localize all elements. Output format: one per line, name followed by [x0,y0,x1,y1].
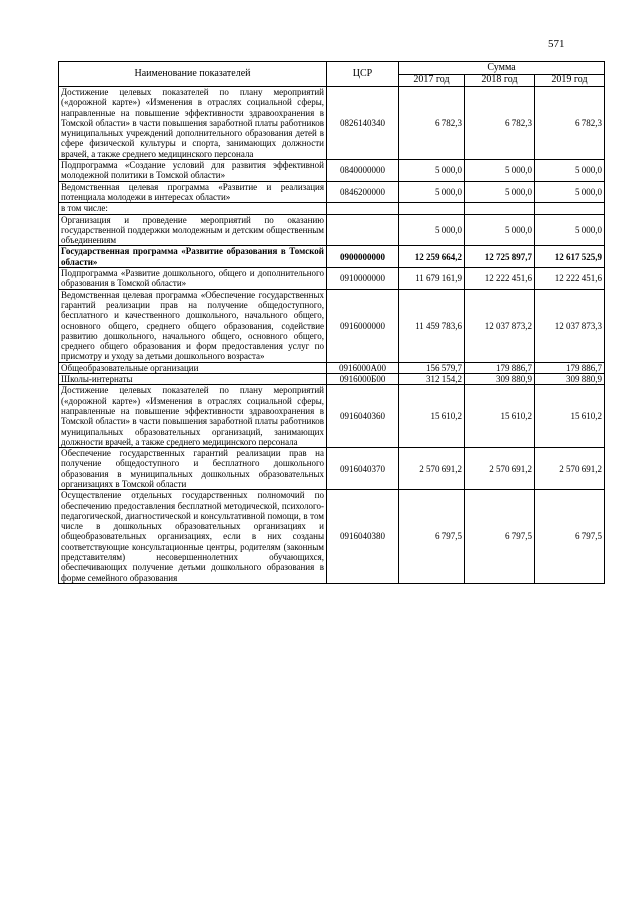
row-value-2018 [465,203,535,214]
row-code [327,203,399,214]
row-value-2019: 12 037 873,3 [535,289,605,362]
row-value-2017: 12 259 664,2 [399,246,465,268]
row-name: Достижение целевых показателей по плану мероприятий («дорожной карте») «Изменения в отраслях социальной сферы, направленные на повышение эффективности здравоохранения в Томской области» в части повышения заработной платы работников муниципальных учреждений дополнительного образования детей в сфере физической культуры и спорта, занимающих должности врачей, а также среднего медицинского персонала [59,87,327,160]
row-value-2018: 6 797,5 [465,490,535,584]
header-sum: Сумма [399,62,605,75]
row-value-2018: 12 725 897,7 [465,246,535,268]
table-row [59,87,605,160]
table-row [59,203,605,214]
row-value-2018: 179 886,7 [465,362,535,373]
row-value-2018: 5 000,0 [465,214,535,246]
row-value-2017: 11 459 783,6 [399,289,465,362]
header-year-2018: 2018 год [465,75,535,87]
table-row [59,385,605,448]
row-value-2017: 5 000,0 [399,160,465,182]
row-value-2017: 156 579,7 [399,362,465,373]
row-value-2019: 2 570 691,2 [535,448,605,490]
table-row [59,268,605,290]
row-value-2018: 2 570 691,2 [465,448,535,490]
row-code: 0916040380 [327,490,399,584]
table-row [59,160,605,182]
row-value-2018: 12 037 873,2 [465,289,535,362]
row-value-2019: 5 000,0 [535,160,605,182]
row-code: 0900000000 [327,246,399,268]
row-code: 0826140340 [327,87,399,160]
row-name: Государственная программа «Развитие образования в Томской области» [59,246,327,268]
row-value-2019: 15 610,2 [535,385,605,448]
row-name: Ведомственная целевая программа «Обеспечение государственных гарантий реализации прав на получение общедоступного, бесплатного и качественного дошкольного, начального общего, основного общего, среднего общего образования, содействие развитию дошкольного, начального общего, основного общего, среднего общего образования и форм предоставления услуг по присмотру и уходу за детьми дошкольного возраста» [59,289,327,362]
row-value-2019: 5 000,0 [535,181,605,203]
row-name: Осуществление отдельных государственных полномочий по обеспечению предоставления бесплатной методической, психолого-педагогической, диагностической и консультативной помощи, в том числе в дошкольных образовательных организациях и общеобразовательных организациях, если в них созданы соответствующие консультационные центры, родителям (законным представителям) несовершеннолетних обучающихся, обеспечивающих получение детьми дошкольного образования в форме семейного образования [59,490,327,584]
row-code: 0916040370 [327,448,399,490]
table-row [59,490,605,584]
row-code: 0846200000 [327,181,399,203]
table-row [59,448,605,490]
row-code: 0916000А00 [327,362,399,373]
row-name: в том числе: [59,203,327,214]
row-value-2017: 6 782,3 [399,87,465,160]
row-value-2017: 312 154,2 [399,374,465,385]
row-value-2018: 5 000,0 [465,160,535,182]
row-value-2017: 15 610,2 [399,385,465,448]
row-value-2019: 179 886,7 [535,362,605,373]
row-code: 0840000000 [327,160,399,182]
row-value-2017: 5 000,0 [399,214,465,246]
table-row [59,214,605,246]
row-value-2017 [399,203,465,214]
table-row [59,181,605,203]
row-value-2017: 11 679 161,9 [399,268,465,290]
row-value-2017: 5 000,0 [399,181,465,203]
row-code [327,214,399,246]
row-value-2018: 12 222 451,6 [465,268,535,290]
row-name: Достижение целевых показателей по плану мероприятий («дорожной карте») «Изменения в отраслях социальной сферы, направленные на повышение эффективности здравоохранения в Томской области» в части повышения заработной платы работников муниципальных образовательных организаций, занимающих должности врачей, а также среднего медицинского персонала [59,385,327,448]
row-value-2019: 6 782,3 [535,87,605,160]
row-code: 0910000000 [327,268,399,290]
row-name: Обеспечение государственных гарантий реализации прав на получение общедоступного и бесплатного дошкольного образования в муниципальных дошкольных образовательных организациях в Томской области [59,448,327,490]
row-name: Организация и проведение мероприятий по оказанию государственной поддержки молодежным и детским общественным объединениям [59,214,327,246]
row-value-2017: 2 570 691,2 [399,448,465,490]
row-value-2019: 12 222 451,6 [535,268,605,290]
row-value-2018: 5 000,0 [465,181,535,203]
table-row [59,362,605,373]
row-code: 0916000000 [327,289,399,362]
row-value-2019: 12 617 525,9 [535,246,605,268]
row-name: Подпрограмма «Развитие дошкольного, общего и дополнительного образования в Томской области» [59,268,327,290]
table-row [59,289,605,362]
page-number: 571 [548,38,565,50]
row-value-2019 [535,203,605,214]
header-year-2019: 2019 год [535,75,605,87]
row-value-2019: 6 797,5 [535,490,605,584]
header-year-2017: 2017 год [399,75,465,87]
row-name: Общеобразовательные организации [59,362,327,373]
row-value-2017: 6 797,5 [399,490,465,584]
row-code: 0916000Б00 [327,374,399,385]
row-name: Подпрограмма «Создание условий для развития эффективной молодежной политики в Томской области» [59,160,327,182]
row-code: 0916040360 [327,385,399,448]
row-value-2019: 309 880,9 [535,374,605,385]
budget-table [58,61,605,584]
header-csr: ЦСР [327,62,399,87]
row-value-2018: 15 610,2 [465,385,535,448]
row-value-2018: 309 880,9 [465,374,535,385]
row-name: Школы-интернаты [59,374,327,385]
row-name: Ведомственная целевая программа «Развитие и реализация потенциала молодежи в интересах области» [59,181,327,203]
header-name: Наименование показателей [59,62,327,87]
table-row [59,246,605,268]
row-value-2019: 5 000,0 [535,214,605,246]
table-row [59,374,605,385]
row-value-2018: 6 782,3 [465,87,535,160]
